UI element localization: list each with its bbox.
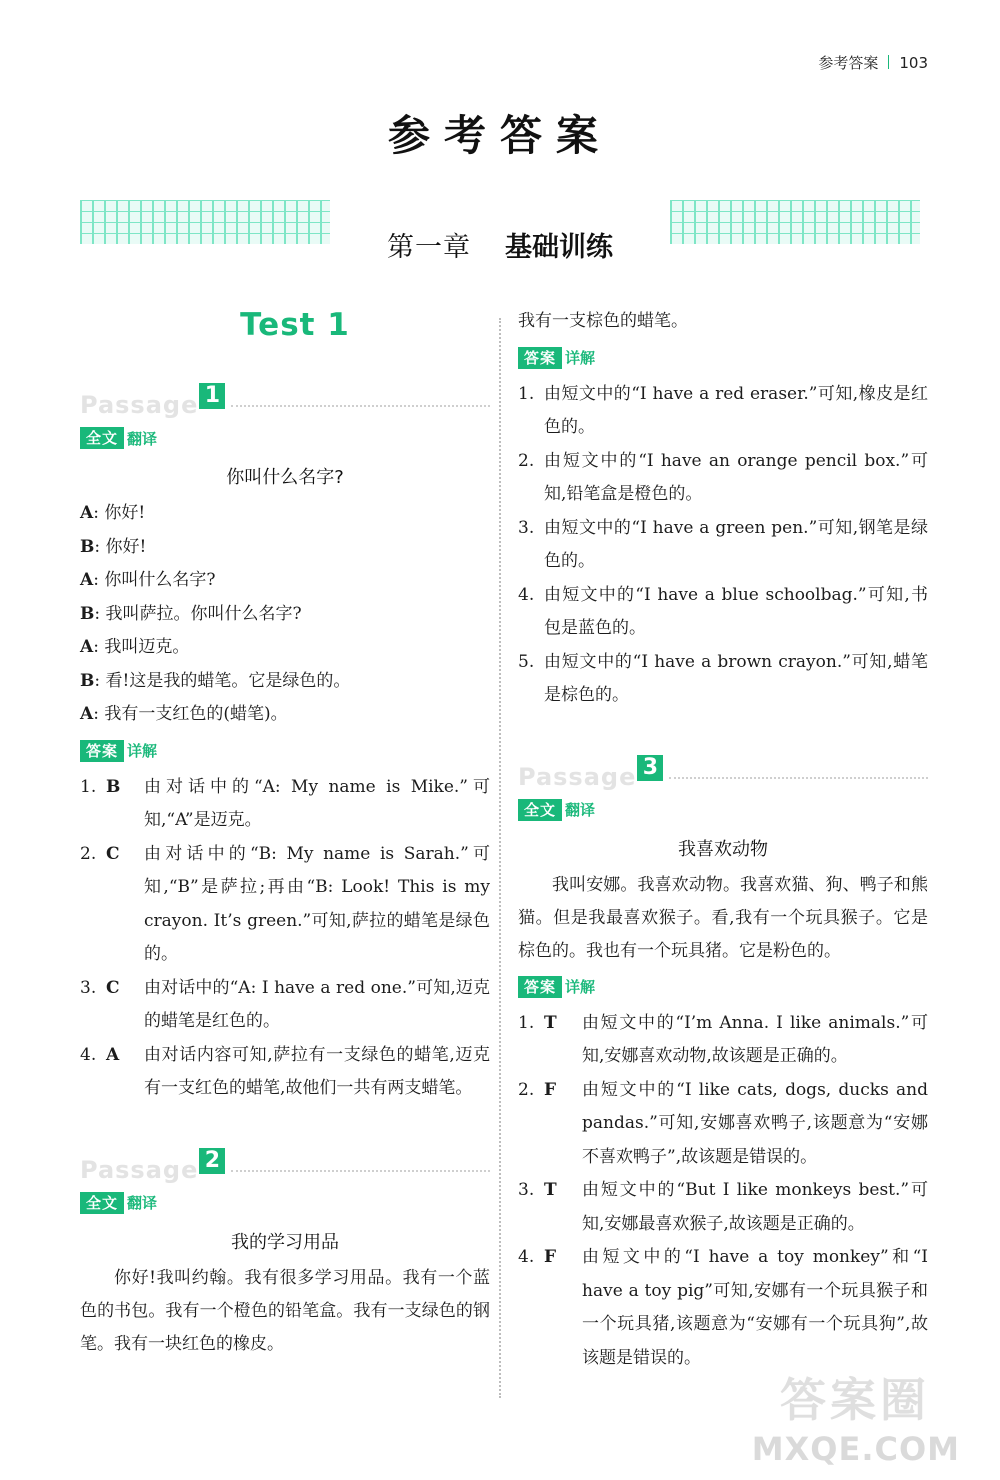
answer-text: 由对话中的“A: My name is Mike.”可知,“A”是迈克。 bbox=[144, 776, 490, 830]
watermark-site: MXQE.COM bbox=[751, 1430, 960, 1468]
answer-number: 2. bbox=[518, 450, 535, 471]
passage-label: Passage bbox=[518, 762, 637, 791]
chapter-name: 基础训练 bbox=[505, 232, 613, 263]
badge-label-a: 全文 bbox=[80, 427, 124, 449]
speaker: B bbox=[80, 536, 95, 557]
answer-key: C bbox=[106, 977, 120, 998]
answer-number: 1. bbox=[80, 776, 97, 797]
passage-number: 2 bbox=[199, 1148, 225, 1174]
passage-title: 我喜欢动物 bbox=[678, 838, 768, 860]
answer-number: 1. bbox=[518, 383, 535, 404]
speaker: B bbox=[80, 603, 95, 624]
answer-item bbox=[518, 579, 928, 646]
passage-number: 3 bbox=[637, 755, 663, 781]
answer-item bbox=[518, 512, 928, 579]
utterance: 我叫萨拉。你叫什么名字? bbox=[105, 603, 302, 624]
answer-item bbox=[518, 646, 928, 713]
answer-key: B bbox=[106, 776, 121, 797]
dialogue-line: A: 我叫迈克。 bbox=[80, 637, 190, 657]
spacer bbox=[518, 713, 928, 751]
passage-text-continued: 我有一支棕色的蜡笔。 bbox=[518, 311, 688, 331]
answer-number: 4. bbox=[80, 1044, 97, 1065]
answer-key: F bbox=[544, 1247, 557, 1267]
passage-text: 你好!我叫约翰。我有很多学习用品。我有一个蓝色的书包。我有一个橙色的铅笔盒。我有一支绿色的钢笔。我有一块红色的橡皮。 bbox=[80, 1267, 490, 1354]
speaker: A bbox=[80, 570, 94, 590]
badge-label-b: 翻译 bbox=[565, 801, 596, 819]
badge-label-b: 详解 bbox=[565, 978, 596, 996]
answer-text: 由短文中的“I have a blue schoolbag.”可知,书包是蓝色的。 bbox=[544, 584, 928, 638]
answer-list bbox=[518, 378, 928, 713]
answer-number: 2. bbox=[518, 1079, 535, 1100]
answer-key: F bbox=[544, 1079, 557, 1100]
dialogue-line: B: 你好! bbox=[80, 536, 147, 557]
dialogue-line: B: 我叫萨拉。你叫什么名字? bbox=[80, 603, 302, 624]
header-section: 参考答案 bbox=[818, 54, 879, 72]
badge-label-a: 答案 bbox=[80, 740, 124, 762]
answer-number: 1. bbox=[518, 1012, 535, 1033]
speaker: B bbox=[80, 670, 95, 691]
column-divider bbox=[499, 318, 501, 1398]
header-separator bbox=[888, 55, 889, 69]
passage-heading-1 bbox=[80, 379, 490, 419]
answer-item bbox=[518, 1074, 928, 1175]
passage-heading-2 bbox=[80, 1144, 490, 1184]
answer-item bbox=[518, 1007, 928, 1074]
dialogue-line: A: 你好! bbox=[80, 503, 146, 523]
answer-badge bbox=[518, 976, 928, 998]
answer-text: 由对话内容可知,萨拉有一支绿色的蜡笔,迈克有一支红色的蜡笔,故他们一共有两支蜡笔。 bbox=[144, 1044, 490, 1098]
answer-number: 5. bbox=[518, 651, 535, 672]
answer-number: 3. bbox=[518, 1180, 535, 1200]
answer-key: C bbox=[106, 843, 120, 864]
dotted-rule bbox=[669, 777, 928, 779]
utterance: 我叫迈克。 bbox=[104, 637, 190, 657]
main-title: 参考答案 bbox=[387, 111, 612, 160]
badge-label-b: 详解 bbox=[565, 349, 596, 367]
speaker: A bbox=[80, 637, 94, 657]
watermark bbox=[730, 1373, 960, 1468]
answer-text: 由短文中的“I’m Anna. I like animals.”可知,安娜喜欢动物,故该题是正确的。 bbox=[582, 1012, 928, 1066]
speaker: A bbox=[80, 704, 94, 724]
utterance: 你叫什么名字? bbox=[104, 570, 216, 590]
badge-label-b: 翻译 bbox=[127, 1194, 158, 1212]
dotted-rule bbox=[231, 1170, 490, 1172]
chapter-number: 第一章 bbox=[387, 232, 471, 263]
badge-label-b: 翻译 bbox=[127, 429, 158, 448]
answer-number: 4. bbox=[518, 1247, 535, 1267]
right-column bbox=[518, 305, 928, 1375]
answer-text: 由短文中的“I like cats, dogs, ducks and pandas.”可知,安娜喜欢鸭子,该题意为“安娜不喜欢鸭子”,故该题是错误的。 bbox=[582, 1079, 928, 1167]
answer-item bbox=[518, 1241, 928, 1375]
passage-heading-3 bbox=[518, 751, 928, 791]
utterance: 你好! bbox=[105, 536, 147, 557]
answer-text: 由短文中的“I have a brown crayon.”可知,蜡笔是棕色的。 bbox=[544, 651, 928, 705]
answer-text: 由短文中的“I have a green pen.”可知,钢笔是绿色的。 bbox=[544, 517, 928, 571]
utterance: 我有一支红色的(蜡笔)。 bbox=[104, 704, 288, 724]
answer-key: T bbox=[544, 1180, 557, 1200]
watermark-logo: 答案圈 bbox=[780, 1373, 930, 1427]
chapter-title bbox=[0, 225, 1000, 264]
answer-number: 4. bbox=[518, 584, 535, 605]
answer-text: 由对话中的“B: My name is Sarah.”可知,“B”是萨拉;再由“B: Look! This is my crayon. It’s green.”可知,萨拉的蜡笔是绿色的。 bbox=[144, 843, 490, 964]
answer-key: T bbox=[544, 1012, 557, 1033]
test-title: Test 1 bbox=[240, 307, 350, 343]
answer-key: A bbox=[106, 1044, 120, 1065]
translation-badge bbox=[80, 427, 490, 449]
utterance: 你好! bbox=[104, 503, 146, 523]
translation-badge bbox=[518, 799, 928, 821]
answer-text: 由短文中的“I have a red eraser.”可知,橡皮是红色的。 bbox=[544, 383, 928, 437]
passage-title: 你叫什么名字? bbox=[226, 467, 344, 488]
answer-item bbox=[80, 1039, 490, 1106]
dotted-rule bbox=[231, 405, 490, 407]
answer-badge bbox=[518, 347, 928, 369]
passage-text: 我叫安娜。我喜欢动物。我喜欢猫、狗、鸭子和熊猫。但是我最喜欢猴子。看,我有一个玩具猴子。它是棕色的。我也有一个玩具猪。它是粉色的。 bbox=[518, 874, 928, 961]
answer-list bbox=[518, 1007, 928, 1376]
answer-item bbox=[518, 378, 928, 445]
page-header bbox=[818, 52, 928, 73]
badge-label-b: 详解 bbox=[127, 742, 158, 760]
passage-label: Passage bbox=[80, 391, 199, 419]
badge-label-a: 答案 bbox=[518, 976, 562, 998]
dialogue-line: A: 我有一支红色的(蜡笔)。 bbox=[80, 704, 288, 724]
answer-text: 由短文中的“I have a toy monkey”和“I have a toy pig”可知,安娜有一个玩具猴子和一个玩具猪,该题意为“安娜有一个玩具狗”,故该题是错误的。 bbox=[582, 1247, 928, 1368]
answer-item bbox=[80, 972, 490, 1039]
answer-badge bbox=[80, 740, 490, 762]
passage-title: 我的学习用品 bbox=[231, 1231, 339, 1253]
answer-text: 由短文中的“But I like monkeys best.”可知,安娜最喜欢猴子,故该题是正确的。 bbox=[582, 1180, 928, 1234]
speaker: A bbox=[80, 503, 94, 523]
badge-label-a: 全文 bbox=[80, 1192, 124, 1214]
answer-item bbox=[80, 838, 490, 972]
utterance: 看!这是我的蜡笔。它是绿色的。 bbox=[105, 670, 351, 691]
left-column bbox=[80, 305, 490, 1361]
page-number: 103 bbox=[899, 54, 928, 72]
dialogue bbox=[80, 497, 490, 732]
answer-number: 3. bbox=[80, 977, 97, 998]
passage-label: Passage bbox=[80, 1155, 199, 1184]
answer-text: 由对话中的“A: I have a red one.”可知,迈克的蜡笔是红色的。 bbox=[144, 977, 490, 1031]
dialogue-line: B: 看!这是我的蜡笔。它是绿色的。 bbox=[80, 670, 351, 691]
answer-item bbox=[518, 1174, 928, 1241]
answer-number: 3. bbox=[518, 517, 535, 538]
spacer bbox=[80, 1106, 490, 1144]
answer-number: 2. bbox=[80, 843, 97, 864]
answer-item bbox=[80, 771, 490, 838]
answer-item bbox=[518, 445, 928, 512]
passage-number: 1 bbox=[199, 383, 225, 409]
translation-badge bbox=[80, 1192, 490, 1214]
badge-label-a: 答案 bbox=[518, 347, 562, 369]
answer-list bbox=[80, 771, 490, 1106]
badge-label-a: 全文 bbox=[518, 799, 562, 821]
dialogue-line: A: 你叫什么名字? bbox=[80, 570, 216, 590]
answer-text: 由短文中的“I have an orange pencil box.”可知,铅笔盒是橙色的。 bbox=[544, 450, 928, 504]
